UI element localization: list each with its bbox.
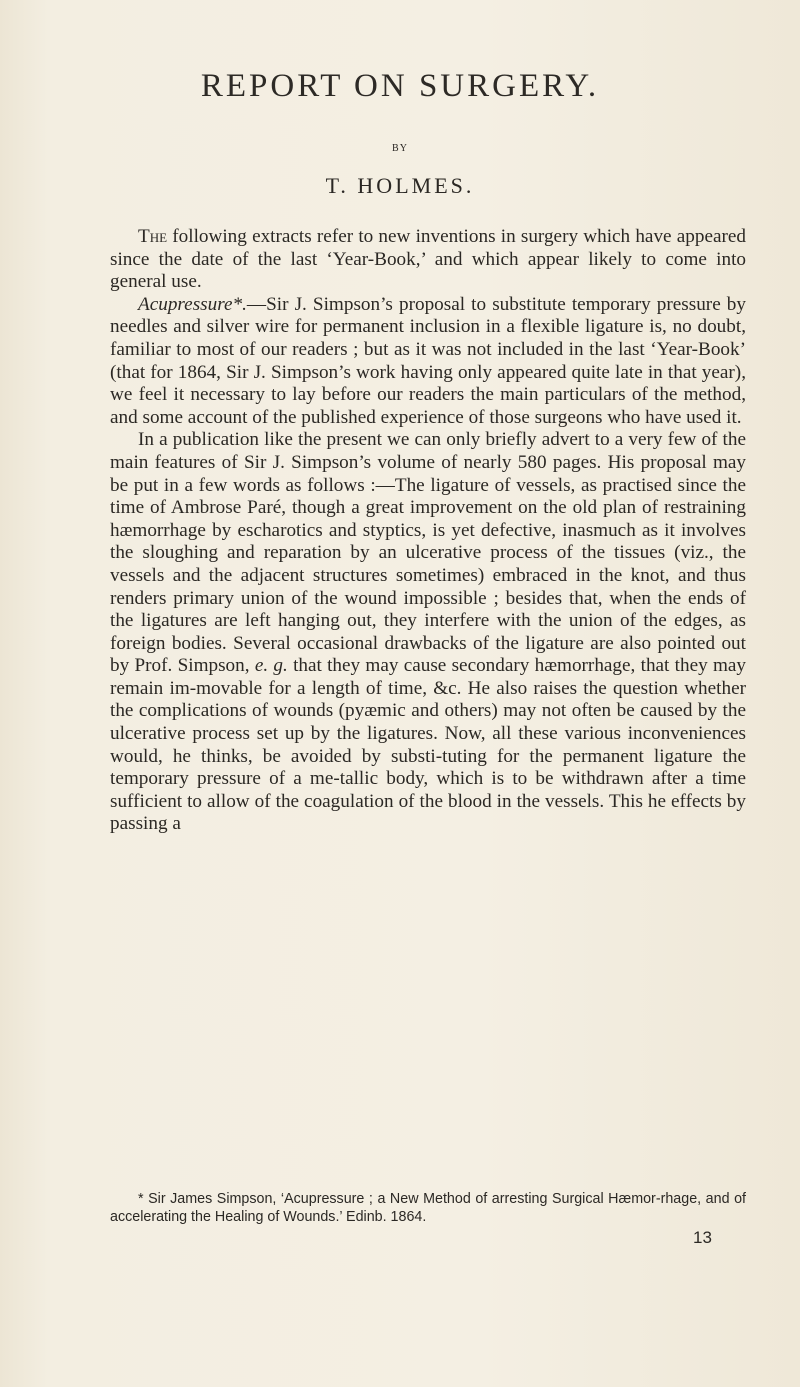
intro-text: following extracts refer to new inventions in surgery which have appeared since the date of the last ‘Year-Book,’ and which appear likely to come into general use.	[110, 226, 746, 293]
author-name: T. HOLMES.	[325, 173, 475, 198]
eg-abbrev: e. g.	[254, 655, 288, 677]
paragraph-intro	[110, 226, 746, 294]
page-number: 13	[693, 1228, 712, 1247]
body-text	[110, 226, 746, 836]
paragraph-simpson-proposal	[110, 429, 746, 836]
paragraph-acupressure	[110, 294, 746, 430]
proposal-text-a: In a publication like the present we can only briefly advert to a very few of the main features of Sir J. Simpson’s volume of nearly 580 pages. His proposal may be put in a few words as follows :—The ligature of vessels, as practised since the time of Ambrose Paré, though a great improvement on the old plan of restraining hæmorrhage by escharotics and styptics, is yet defective, inasmuch as it involves the sloughing and reparation by an ulcerative process of the tissues (viz., the vessels and the adjacent structures sometimes) embraced in the knot, and thus renders primary union of the wound impossible ; besides that, when the ends of the ligatures are left hanging out, they interfere with the union of the edges, as foreign bodies. Several occasional drawbacks of the ligature are also pointed out by Prof. Simpson,	[110, 429, 746, 677]
byline: BY	[392, 143, 408, 154]
footnote: * Sir James Simpson, ‘Acupressure ; a New Method of arresting Surgical Hæmor-rhage, and of accelerating the Healing of Wounds.’ Edinb. 1864.	[110, 1191, 746, 1225]
acupressure-text: —Sir J. Simpson’s proposal to substitute temporary pressure by needles and silver wire for permanent inclusion in a flexible ligature is, no doubt, familiar to most of our readers ; but as it was not included in the last ‘Year-Book’ (that for 1864, Sir J. Simpson’s work having only appeared quite late in that year), we feel it necessary to lay before our readers the main particulars of the method, and some account of the published experience of those surgeons who have used it.	[110, 293, 746, 428]
section-term: Acupressure*.	[138, 293, 247, 315]
page-title: REPORT ON SURGERY.	[200, 68, 600, 104]
intro-lead-word: The	[138, 226, 168, 247]
proposal-text-b: that they may cause secondary hæmorrhage, that they may remain im-movable for a length of time, &c. He also raises the question whether the complications of wounds (pyæmic and others) may not often be caused by the ulcerative process set up by the ligatures. Now, all these various inconveniences would, he thinks, be avoided by substi-tuting for the permanent ligature the temporary pressure of a me-tallic body, which is to be withdrawn after a time sufficient to allow of the coagulation of the blood in the vessels. This he effects by passing a	[110, 655, 746, 835]
